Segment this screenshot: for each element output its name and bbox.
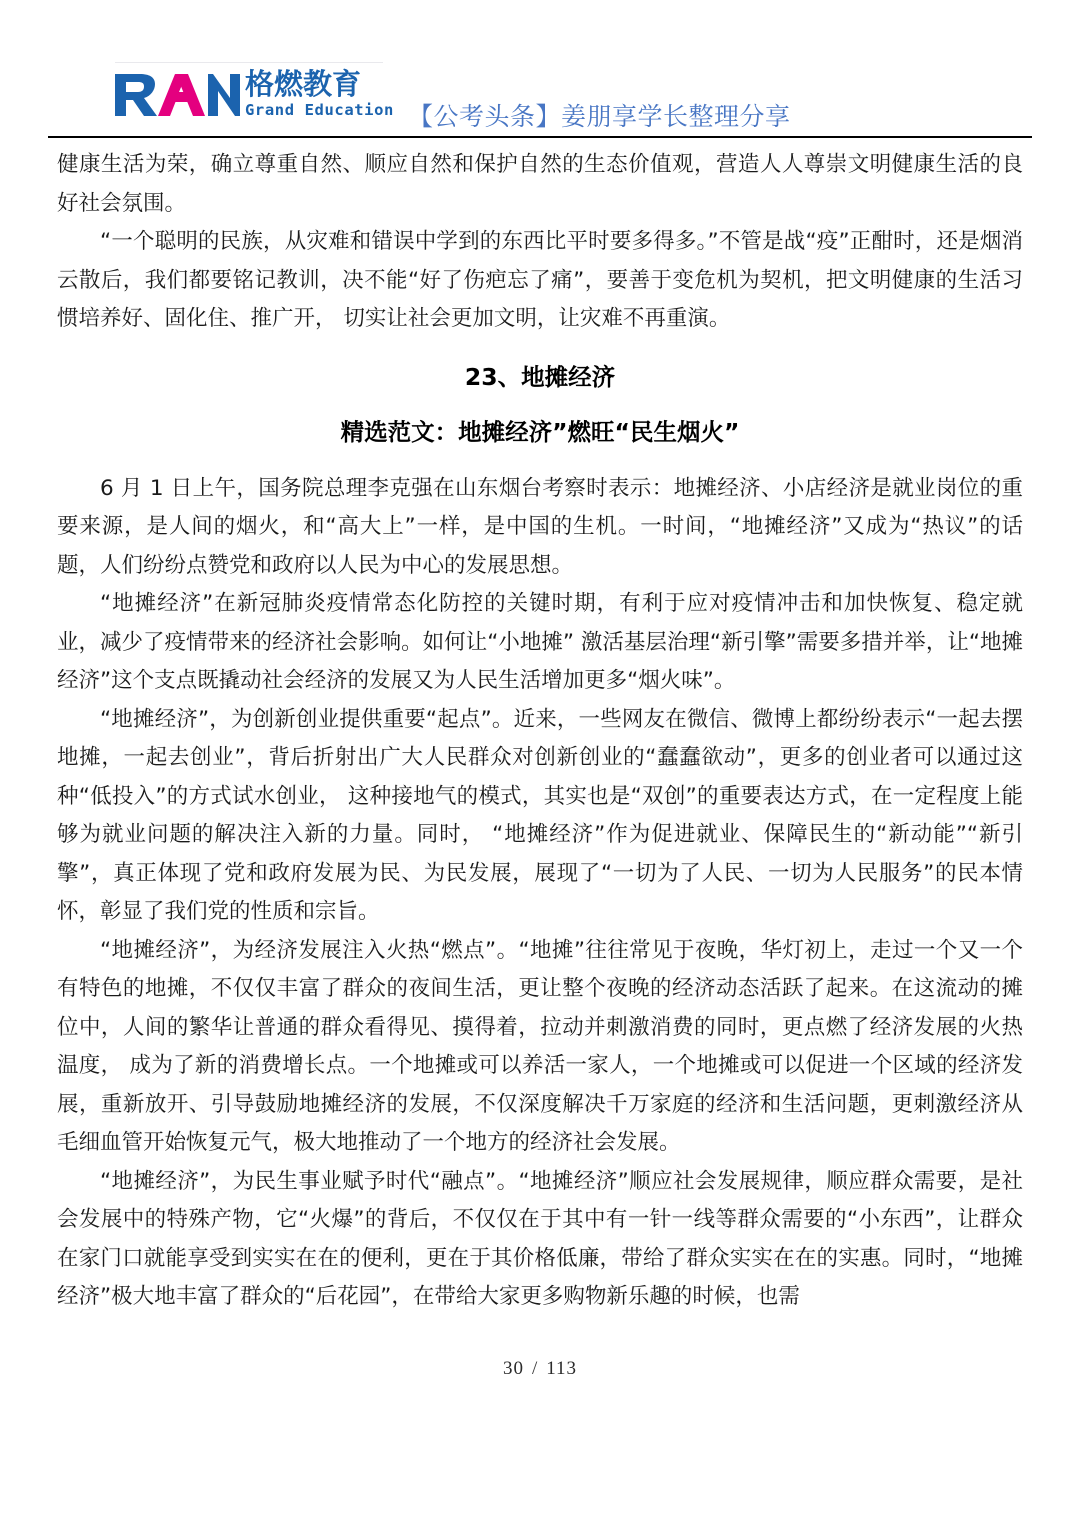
paragraph-4: “地摊经济”在新冠肺炎疫情常态化防控的关键时期，有利于应对疫情冲击和加快恢复、稳定就业，减少了疫情带来的经济社会影响。如何让“小地摊” 激活基层治理“新引擎”需要多措并举，让“地摊经济”这个支点既撬动社会经济的发展又为人民生活增加更多“烟火味”。 bbox=[57, 591, 1023, 693]
brand-text bbox=[245, 66, 394, 120]
header-title: 【公考头条】姜朋享学长整理分享 bbox=[408, 102, 791, 131]
paragraph-3: 6 月 1 日上午，国务院总理李克强在山东烟台考察时表示：地摊经济、小店经济是就业岗位的重要来源，是人间的烟火，和“高大上”一样，是中国的生机。一时间，“地摊经济”又成为“热议”的话题，人们纷纷点赞党和政府以人民为中心的发展思想。 bbox=[57, 475, 1023, 578]
essay-title: 精选范文：地摊经济”燃旺“民生烟火” bbox=[340, 418, 740, 446]
paragraph-5: “地摊经济”，为创新创业提供重要“起点”。近来，一些网友在微信、微博上都纷纷表示“一起去摆地摊，一起去创业”，背后折射出广大人民群众对创新创业的“蠢蠢欲动”，更多的创业者可以通过这种“低投入”的方式试水创业， 这种接地气的模式，其实也是“双创”的重要表达方式，在一定程度上能够为就业问题的解决注入新的力量。同时， “地摊经济”作为促进就业、保障民生的“新动能”“新引擎”，真正体现了党和政府发展为民、为民发展，展现了“一切为了人民、一切为人民服务”的民本情怀，彰显了我们党的性质和宗旨。 bbox=[57, 706, 1023, 924]
page-header bbox=[0, 0, 1080, 135]
paragraph-2: “一个聪明的民族，从灾难和错误中学到的东西比平时要多得多。”不管是战“疫”正酣时，还是烟消云散后，我们都要铭记教训，决不能“好了伤疤忘了痛”，要善于变危机为契机，把文明健康的生活习惯培养好、固化住、推广开， 切实让社会更加文明，让灾难不再重演。 bbox=[57, 229, 1023, 331]
logo-top-rule bbox=[115, 62, 383, 63]
paragraph-6: “地摊经济”，为经济发展注入火热“燃点”。“地摊”往往常见于夜晚，华灯初上，走过一个又一个有特色的地摊，不仅仅丰富了群众的夜间生活，更让整个夜晚的经济动态活跃了起来。在这流动的摊位中，人间的繁华让普通的群众看得见、摸得着，拉动并刺激消费的同时，更点燃了经济发展的火热温度， 成为了新的消费增长点。一个地摊或可以养活一家人，一个地摊或可以促进一个区域的经济发展，重新放开、引导鼓励地摊经济的发展，不仅深度解决千万家庭的经济和生活问题，更刺激经济从毛细血管开始恢复元气，极大地推动了一个地方的经济社会发展。 bbox=[57, 937, 1023, 1155]
brand-name-en: Grand Education bbox=[245, 100, 394, 119]
header-divider bbox=[48, 136, 1032, 138]
page-footer bbox=[0, 1358, 1080, 1380]
footer-separator: / bbox=[531, 1358, 539, 1379]
ran-wordmark-icon bbox=[113, 70, 241, 120]
brand-logo bbox=[113, 64, 394, 120]
brand-name-cn: 格燃教育 bbox=[245, 66, 362, 101]
paragraph-continued: 健康生活为荣，确立尊重自然、顺应自然和保护自然的生态价值观，营造人人尊崇文明健康生活的良好社会氛围。 bbox=[57, 152, 1023, 216]
footer-total-pages: 113 bbox=[546, 1358, 578, 1379]
footer-current-page: 30 bbox=[502, 1358, 524, 1379]
page-content bbox=[57, 146, 1023, 1317]
paragraph-7: “地摊经济”，为民生事业赋予时代“融点”。“地摊经济”顺应社会发展规律，顺应群众需要，是社会发展中的特殊产物，它“火爆”的背后，不仅仅在于其中有一针一线等群众需要的“小东西”，让群众在家门口就能享受到实实在在的便利，更在于其价格低廉，带给了群众实实在在的实惠。同时，“地摊经济”极大地丰富了群众的“后花园”，在带给大家更多购物新乐趣的时候，也需 bbox=[57, 1168, 1023, 1309]
section-title: 23、地摊经济 bbox=[464, 362, 616, 391]
